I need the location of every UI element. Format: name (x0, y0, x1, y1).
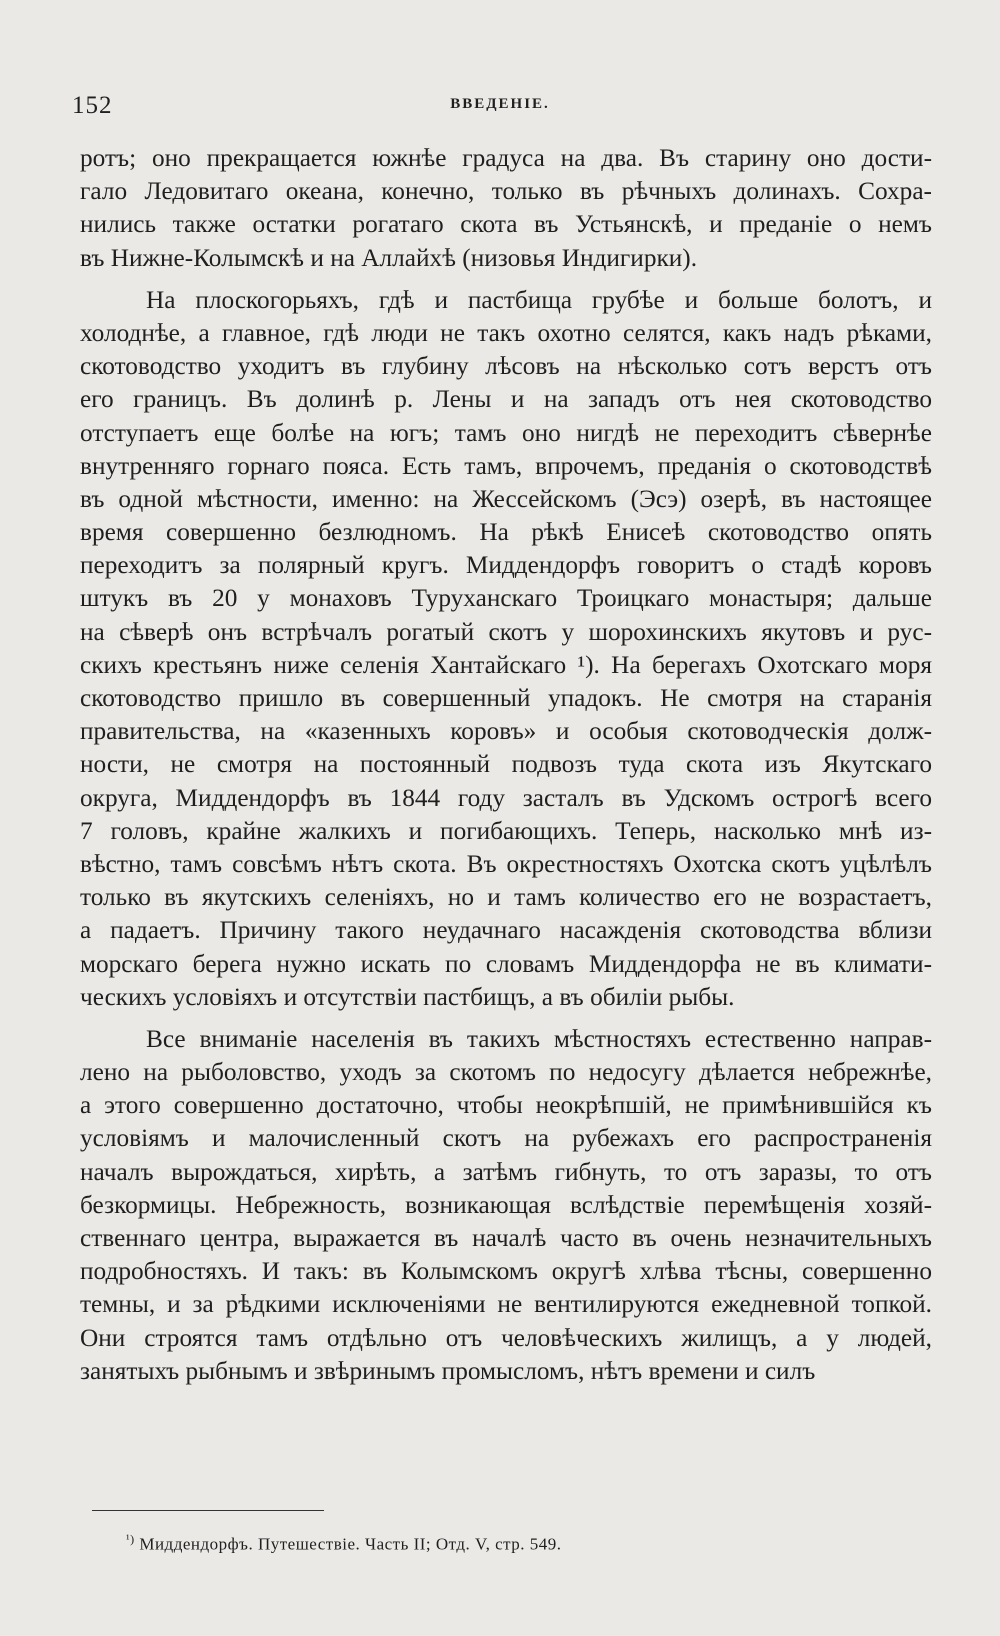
footnote-text: Миддендорфъ. Путешествіе. Часть II; Отд. V, стр. 549. (134, 1534, 562, 1554)
text-line: занятыхъ рыбнымъ и звѣринымъ промысломъ, нѣтъ времени и силъ (80, 1356, 816, 1385)
text-line: Они строятся тамъ отдѣльно отъ человѣческихъ жилищъ, а у людей, (80, 1323, 932, 1352)
footnote-marker: ¹) (126, 1532, 135, 1546)
text-line: округа, Миддендорфъ въ 1844 году засталъ въ Удскомъ острогѣ всего (80, 783, 932, 812)
paragraph-gap (80, 275, 932, 284)
footnote (126, 1532, 562, 1555)
text-line: вѣстно, тамъ совсѣмъ нѣтъ скота. Въ окрестностяхъ Охотска скотъ уцѣлѣлъ (80, 849, 932, 878)
page-header (72, 92, 928, 132)
text-line: безкормицы. Небрежность, возникающая вслѣдствіе перемѣщенія хозяй- (80, 1190, 932, 1219)
text-line: въ Нижне-Колымскѣ и на Аллайхѣ (низовья Индигирки). (80, 243, 698, 272)
text-line: только въ якутскихъ селеніяхъ, но и тамъ количество его не возрастаетъ, (80, 883, 932, 912)
text-line: переходитъ за полярный кругъ. Миддендорфъ говоритъ о стадѣ коровъ (80, 551, 932, 580)
text-line: На плоскогорьяхъ, гдѣ и пастбища грубѣе и больше болотъ, и (146, 285, 932, 314)
text-line: на сѣверѣ онъ встрѣчалъ рогатый скотъ у шорохинскихъ якутовъ и рус- (80, 617, 932, 646)
text-line: Все вниманіе населенія въ такихъ мѣстностяхъ естественно направ- (146, 1024, 932, 1053)
text-line: правительства, на «казенныхъ коровъ» и особыя скотоводческія долж- (80, 717, 932, 746)
text-line: гало Ледовитаго океана, конечно, только въ рѣчныхъ долинахъ. Сохра- (80, 177, 932, 206)
text-line: ности, не смотря на постоянный подвозъ туда скота изъ Якутскаго (80, 750, 932, 779)
text-line: нились также остатки рогатаго скота въ Устьянскѣ, и преданіе о немъ (80, 210, 932, 239)
text-line: скотоводство уходитъ въ глубину лѣсовъ на нѣсколько сотъ верстъ отъ (80, 352, 932, 381)
text-line: холоднѣе, а главное, гдѣ люди не такъ охотно селятся, какъ надъ рѣками, (80, 318, 932, 347)
text-line: темны, и за рѣдкими исключеніями не вентилируются ежедневной топкой. (80, 1290, 932, 1319)
text-line: условіямъ и малочисленный скотъ на рубежахъ его распространенія (80, 1124, 932, 1153)
running-head: ВВЕДЕНІЕ. (450, 96, 550, 112)
text-line: скотоводство пришло въ совершенный упадокъ. Не смотря на старанія (80, 684, 932, 712)
text-line: а этого совершенно достаточно, чтобы неокрѣпшій, не примѣнившійся къ (80, 1091, 932, 1120)
text-line: его границъ. Въ долинѣ р. Лены и на западъ отъ нея скотоводство (80, 385, 932, 414)
text-line: ротъ; оно прекращается южнѣе градуса на два. Въ старину оно дости- (80, 144, 932, 172)
body-text (80, 142, 932, 1388)
text-line: внутренняго горнаго пояса. Есть тамъ, впрочемъ, преданія о скотоводствѣ (80, 451, 932, 480)
text-line: отступаетъ еще болѣе на югъ; тамъ оно нигдѣ не переходитъ сѣвернѣе (80, 418, 932, 447)
page-number: 152 (72, 92, 113, 119)
text-line: 7 головъ, крайне жалкихъ и погибающихъ. Теперь, насколько мнѣ из- (80, 816, 932, 845)
text-line: скихъ крестьянъ ниже селенія Хантайскаго ¹). На берегахъ Охотскаго моря (80, 650, 932, 679)
paragraph (80, 1023, 932, 1388)
paragraph (80, 142, 932, 275)
text-line: морскаго берега нужно искать по словамъ Миддендорфа не въ климати- (80, 949, 932, 978)
text-line: подробностяхъ. И такъ: въ Колымскомъ округѣ хлѣва тѣсны, совершенно (80, 1257, 932, 1286)
text-line: штукъ въ 20 у монаховъ Туруханскаго Троицкаго монастыря; дальше (80, 584, 932, 613)
text-line: началъ вырождаться, хирѣть, а затѣмъ гибнуть, то отъ заразы, то отъ (80, 1157, 932, 1186)
paragraph (80, 284, 932, 1014)
text-line: лено на рыболовство, уходъ за скотомъ по недосугу дѣлается небрежнѣе, (80, 1058, 932, 1087)
text-line: ственнаго центра, выражается въ началѣ часто въ очень незначительныхъ (80, 1224, 932, 1252)
footnote-rule (92, 1510, 324, 1511)
text-line: а падаетъ. Причину такого неудачнаго насажденія скотоводства вблизи (80, 916, 932, 945)
text-line: время совершенно безлюдномъ. На рѣкѣ Енисеѣ скотоводство опять (80, 518, 932, 547)
paragraph-gap (80, 1014, 932, 1023)
text-line: въ одной мѣстности, именно: на Жессейскомъ (Эсэ) озерѣ, въ настоящее (80, 484, 932, 513)
text-line: ческихъ условіяхъ и отсутствіи пастбищъ, а въ обиліи рыбы. (80, 982, 735, 1011)
